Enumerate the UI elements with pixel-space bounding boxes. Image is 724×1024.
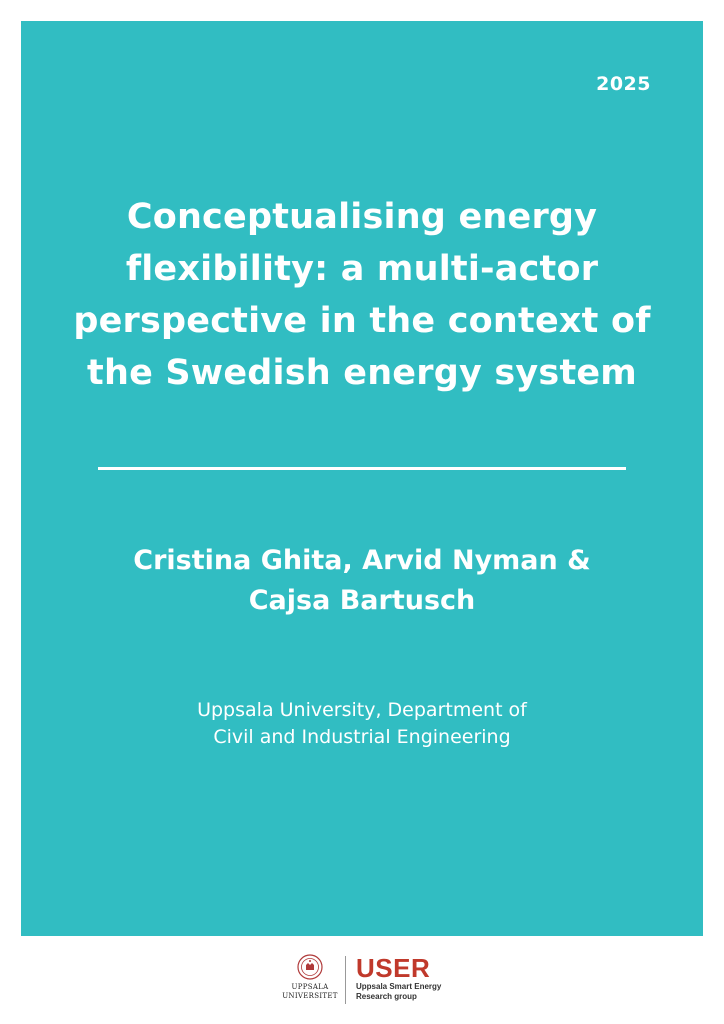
- user-logo-subtitle-1: Uppsala Smart Energy: [356, 982, 442, 991]
- uppsala-university-seal-icon: [297, 954, 323, 980]
- uu-logo-line-2: UNIVERSITET: [282, 992, 338, 1000]
- affiliation: [81, 697, 643, 751]
- user-research-group-logo: [356, 954, 441, 1002]
- title-divider: [98, 467, 626, 470]
- authors-line-1: Cristina Ghita, Arvid Nyman &: [133, 545, 591, 576]
- uu-logo-line-1: UPPSALA: [291, 983, 329, 991]
- affiliation-line-2: Civil and Industrial Engineering: [213, 726, 511, 748]
- cover-panel: [21, 21, 703, 936]
- publication-year: 2025: [596, 73, 651, 95]
- footer-logos: [0, 950, 724, 1010]
- user-logo-subtitle-2: Research group: [356, 992, 417, 1001]
- footer-separator: [345, 956, 346, 1004]
- uppsala-university-logo: [280, 954, 340, 1001]
- user-logo-name: USER: [356, 953, 431, 983]
- authors: [61, 541, 663, 621]
- report-title: Conceptualising energy flexibility: a multi-actor perspective in the context of the Swedish energy system: [73, 197, 651, 393]
- authors-line-2: Cajsa Bartusch: [248, 585, 476, 616]
- affiliation-line-1: Uppsala University, Department of: [197, 699, 527, 721]
